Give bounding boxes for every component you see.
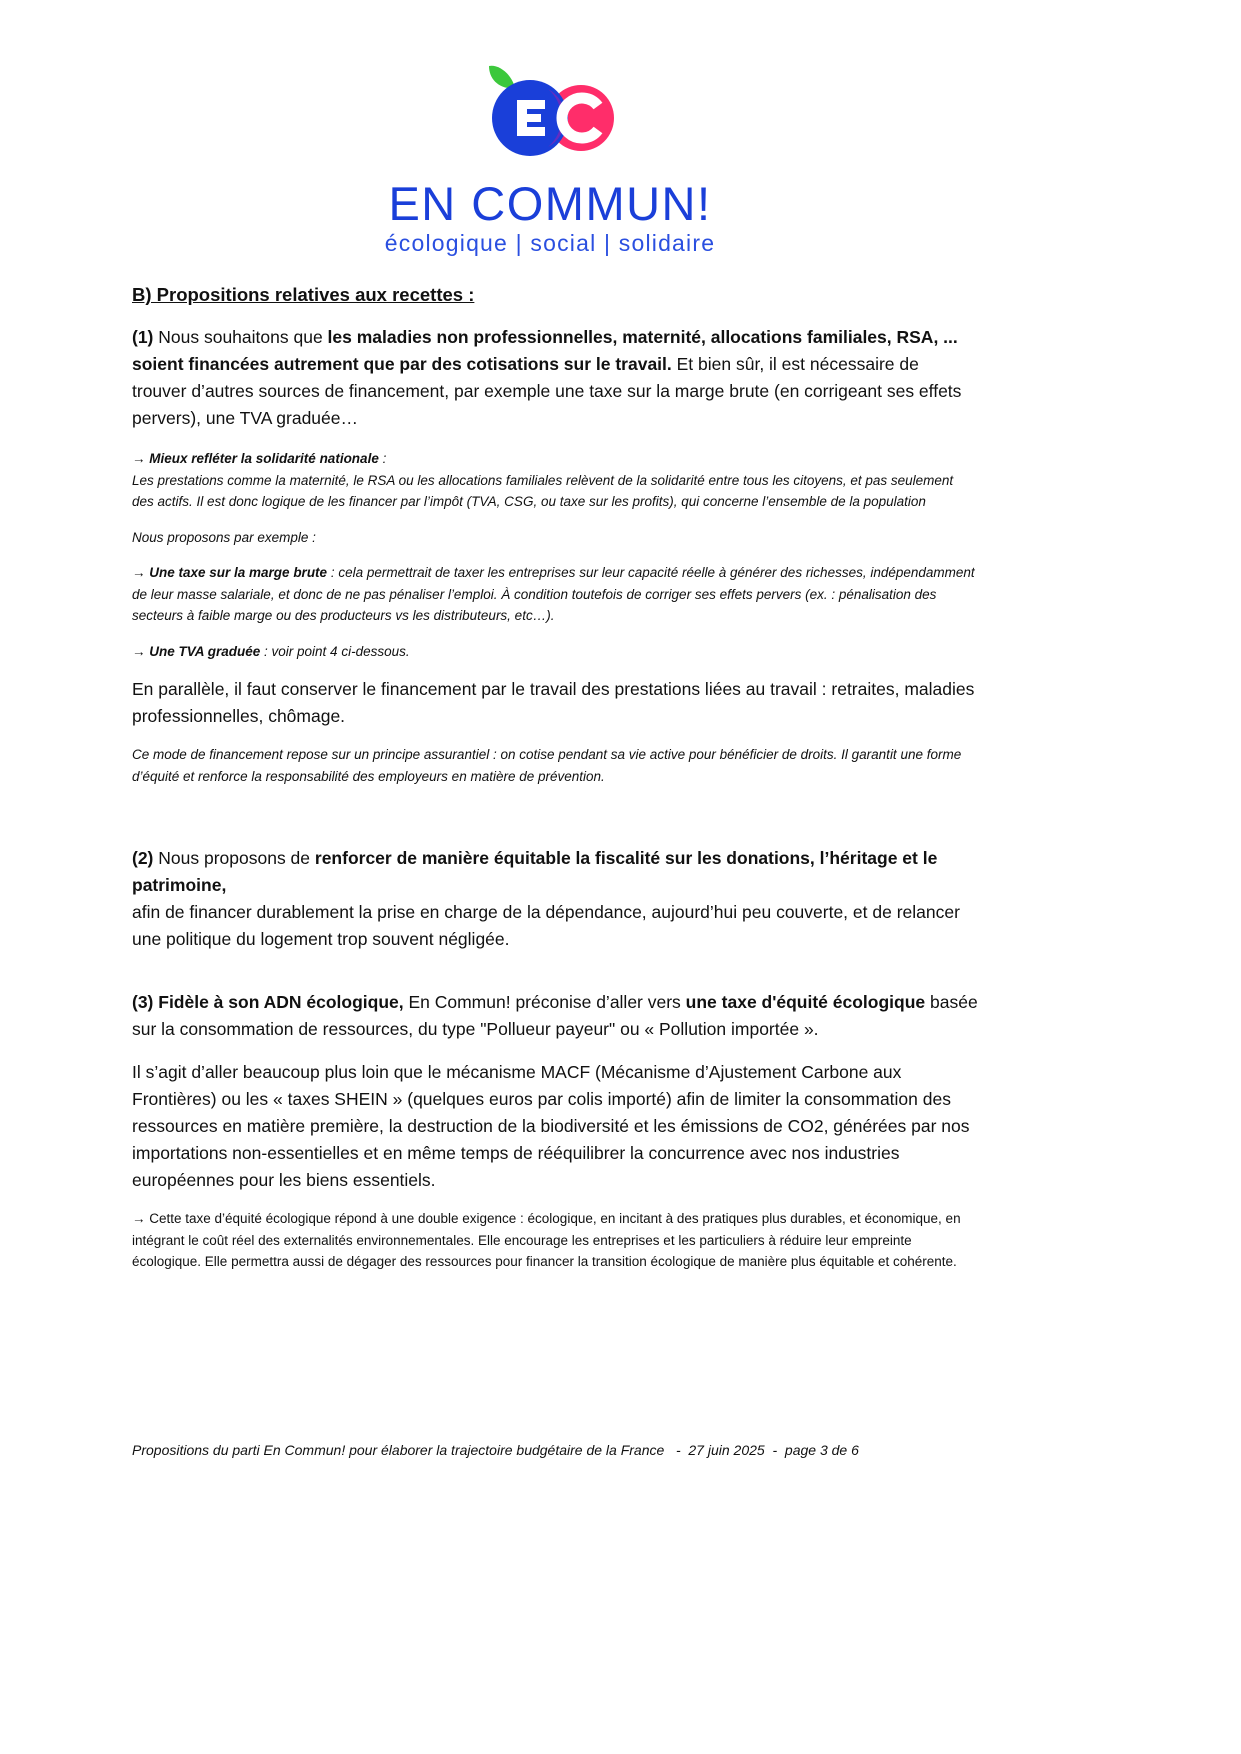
solidarity-note: [132, 448, 978, 513]
brand-name: EN COMMUN!: [388, 177, 712, 230]
p3-text-b: basée sur la consommation de ressources, du type "Pollueur payeur" ou « Pollution importée ».: [132, 992, 978, 1039]
p3-bold-a: (3) Fidèle à son ADN écologique,: [132, 992, 404, 1012]
p1-bold: les maladies non professionnelles, maternité, allocations familiales, RSA, ... soient financées autrement que par des cotisations sur le travail.: [132, 327, 958, 374]
ec-logo-icon: [475, 62, 625, 160]
brand-tagline: écologique | social | solidaire: [384, 230, 716, 256]
paragraph-3: [132, 989, 978, 1043]
macf-paragraph: Il s’agit d’aller beaucoup plus loin que le mécanisme MACF (Mécanisme d’Ajustement Carbone aux Frontières) ou les « taxes SHEIN » (quelques euros par colis importé) afin de limiter la consommation des ressources en matière première, la destruction de la biodiversité et les émissions de CO2, générées par nos importations non-essentielles et en même temps de rééquilibrer la concurrence avec nos industries européennes pour les biens essentiels.: [132, 1062, 970, 1190]
solidarity-colon: :: [378, 451, 387, 466]
solidarity-text: Les prestations comme la maternité, le RSA ou les allocations familiales relèvent de la solidarité entre tous les citoyens, et pas seulement des actifs. Il est donc logique de les financer par l’impôt (TVA, CSG, ou taxe sur les profits), qui concerne l’ensemble de la population: [132, 472, 954, 509]
section-title: B) Propositions relatives aux recettes :: [132, 284, 475, 305]
example-graduated-vat: [132, 641, 978, 663]
solidarity-title: → Mieux refléter la solidarité nationale: [132, 451, 379, 466]
leaf-icon: [489, 66, 515, 89]
example-1-text: : cela permettrait de taxer les entreprises sur leur capacité réelle à générer des richesses, indépendamment de leur masse salariale, et donc de ne pas pénaliser l’emploi. À condition toutefois de corriger ses effets pervers (ex. : pénalisation des secteurs à faible marge ou des producteurs vs les distributeurs, etc…).: [132, 565, 975, 623]
examples-intro: Nous proposons par exemple :: [132, 529, 316, 545]
p2-number: (2): [132, 848, 154, 868]
insurance-note: Ce mode de financement repose sur un principe assurantiel : on cotise pendant sa vie active pour bénéficier de droits. Il garantit une forme d’équité et renforce la responsabilité des employeurs en matière de prévention.: [132, 747, 962, 784]
p2-text-a: Nous proposons de: [153, 848, 315, 868]
example-gross-margin: [132, 562, 978, 627]
example-2-text: : voir point 4 ci-dessous.: [260, 643, 410, 659]
letter-e: [517, 100, 545, 136]
p1-text-a: Nous souhaitons que: [153, 327, 328, 347]
p1-text-b: Et bien sûr, il est nécessaire de trouver d’autres sources de financement, par exemple une taxe sur la marge brute (en corrigeant ses effets pervers), une TVA graduée…: [132, 354, 962, 428]
eco-note: → Cette taxe d’équité écologique répond à une double exigence : écologique, en incitant à des pratiques plus durables, et économique, en intégrant le coût réel des externalités environnementales. Elle encourage les entreprises et les particuliers à réduire leur empreinte écologique. Elle permettra aussi de dégager des ressources pour financer la transition écologique de manière plus équitable et cohérente.: [132, 1211, 961, 1269]
parallel-paragraph: En parallèle, il faut conserver le financement par le travail des prestations liées au travail : retraites, maladies professionnelles, chômage.: [132, 679, 975, 726]
p2-text-b: afin de financer durablement la prise en charge de la dépendance, aujourd’hui peu couverte, et de relancer une politique du logement trop souvent négligée.: [132, 902, 960, 949]
paragraph-2: [132, 845, 978, 953]
p2-bold: renforcer de manière équitable la fiscalité sur les donations, l’héritage et le patrimoine,: [132, 848, 938, 895]
main-content: [132, 284, 978, 1287]
example-1-title: → Une taxe sur la marge brute: [132, 565, 328, 580]
example-2-title: → Une TVA graduée: [132, 643, 261, 659]
page-footer: Propositions du parti En Commun! pour élaborer la trajectoire budgétaire de la France - 27 juin 2025 - page 3 de 6: [132, 1442, 859, 1458]
p3-text-a: En Commun! préconise d’aller vers: [403, 992, 686, 1012]
p1-number: (1): [132, 327, 154, 347]
paragraph-1: [132, 324, 978, 432]
party-logo: [0, 62, 1100, 160]
p3-bold-b: une taxe d'équité écologique: [685, 992, 926, 1012]
